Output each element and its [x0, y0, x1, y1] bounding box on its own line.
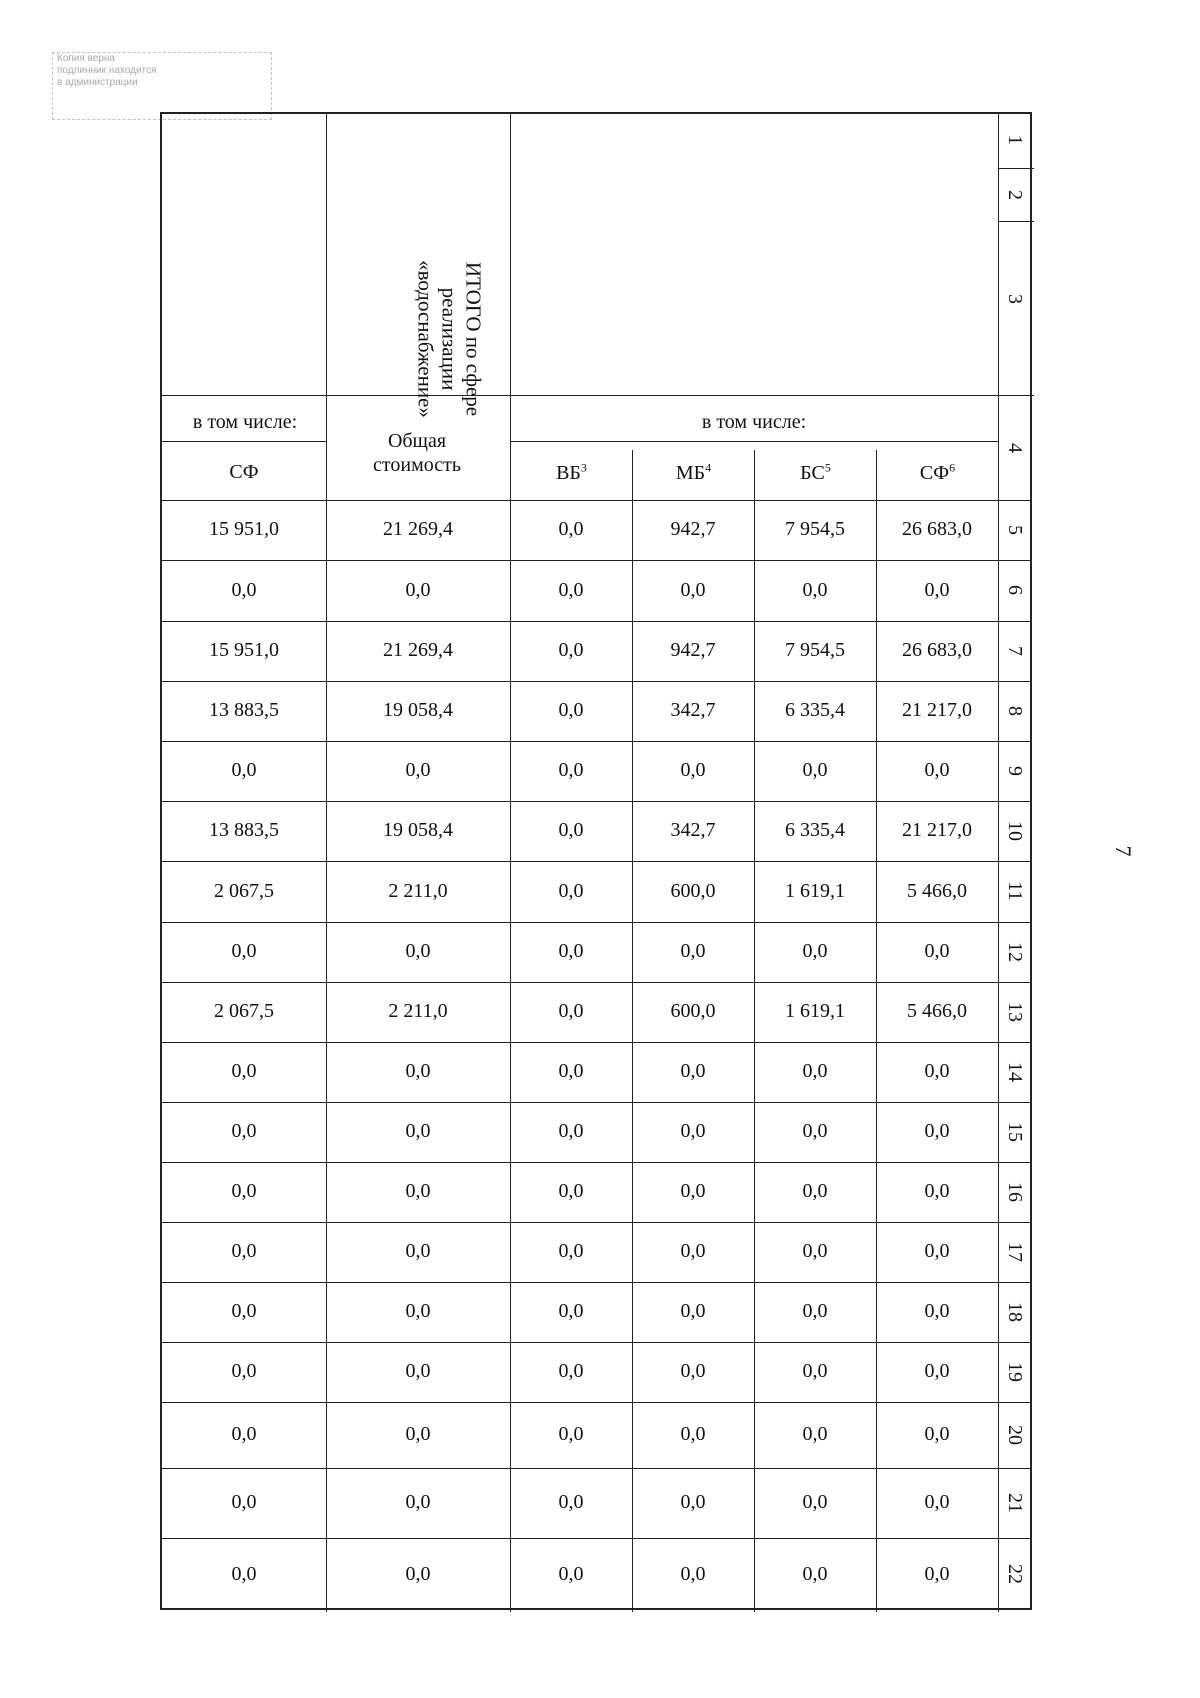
table-cell: 0,0: [558, 879, 584, 902]
header-divider: [162, 441, 326, 442]
table-cell: 0,0: [680, 1240, 706, 1262]
header-sf-six-label: СФ: [919, 462, 950, 484]
row-divider: [162, 621, 1032, 622]
table-cell: 342,7: [670, 819, 716, 841]
row-index: 19: [1004, 1362, 1027, 1382]
table-cell: 13 883,5: [209, 699, 279, 721]
table-cell: 19 058,4: [383, 699, 453, 721]
table-cell: 0,0: [924, 1423, 950, 1445]
header-sf-six: [877, 462, 998, 485]
table-cell: 0,0: [231, 578, 257, 601]
header-vb-sup: 3: [580, 460, 587, 475]
table-cell: 942,7: [670, 639, 716, 661]
row-index: 15: [1004, 1122, 1027, 1142]
table-cell: 0,0: [802, 1060, 828, 1082]
header-divider: [510, 441, 998, 442]
table-cell: 15 951,0: [209, 518, 279, 540]
table-cell: 0,0: [680, 1180, 706, 1202]
table-cell: 0,0: [680, 1120, 706, 1142]
table-cell: 0,0: [231, 1300, 257, 1322]
table-cell: 0,0: [558, 1300, 584, 1322]
table-cell: 0,0: [558, 1491, 584, 1513]
table-cell: 0,0: [680, 1491, 706, 1513]
stamp-line: подлинник находится: [57, 65, 157, 76]
header-sf-six-sup: 6: [949, 460, 956, 475]
table-cell: 26 683,0: [902, 639, 972, 661]
header-vb-label: ВБ: [556, 462, 581, 484]
table-cell: 0,0: [680, 578, 706, 601]
table-cell: 0,0: [558, 819, 584, 841]
table-cell: 0,0: [405, 1240, 431, 1262]
table-cell: 0,0: [558, 639, 584, 661]
row-index: 21: [1004, 1493, 1027, 1513]
table-cell: 2 211,0: [388, 879, 448, 902]
table-cell: 0,0: [405, 759, 431, 781]
row-index: 18: [1004, 1302, 1027, 1322]
header-vb: [511, 462, 632, 485]
table-cell: 0,0: [231, 1491, 257, 1513]
table-cell: 0,0: [802, 1360, 828, 1382]
table-cell: 0,0: [231, 759, 257, 781]
table-cell: 0,0: [924, 1240, 950, 1262]
table-cell: 0,0: [405, 1491, 431, 1513]
table-cell: 21 217,0: [902, 699, 972, 721]
table-cell: 0,0: [802, 1120, 828, 1142]
table-cell: 6 335,4: [785, 699, 845, 721]
table-cell: 0,0: [231, 1240, 257, 1262]
table-cell: 0,0: [924, 1360, 950, 1382]
table-cell: 0,0: [680, 1300, 706, 1322]
table-cell: 19 058,4: [383, 819, 453, 841]
header-sf: СФ: [229, 461, 259, 483]
header-divider: [162, 395, 998, 396]
row-divider: [162, 560, 1032, 561]
row-divider: [162, 1162, 1032, 1163]
col-divider: [326, 114, 327, 1612]
row-index: 20: [1004, 1425, 1027, 1445]
table-cell: 0,0: [924, 1060, 950, 1082]
table-cell: 15 951,0: [209, 639, 279, 661]
table-cell: 0,0: [680, 1563, 706, 1585]
header-bs-sup: 5: [824, 460, 831, 475]
row-divider: [162, 1282, 1032, 1283]
table-cell: 0,0: [558, 1423, 584, 1445]
table-cell: 6 335,4: [785, 819, 845, 841]
rotated-title: ИТОГО по сфере реализации «водоснабжение»: [413, 260, 486, 418]
table-cell: 0,0: [924, 940, 950, 962]
table-cell: 0,0: [405, 1060, 431, 1082]
table-cell: 21 269,4: [383, 518, 453, 540]
row-index: 13: [1004, 1002, 1027, 1022]
table-cell: 0,0: [924, 1563, 950, 1585]
table-cell: 0,0: [802, 1491, 828, 1513]
row-divider: [162, 681, 1032, 682]
table-cell: 0,0: [405, 1360, 431, 1382]
row-index: 2: [1004, 190, 1027, 200]
row-divider: [162, 1468, 1032, 1469]
table-cell: 0,0: [558, 1360, 584, 1382]
row-divider: [162, 1402, 1032, 1403]
table-cell: 0,0: [405, 940, 431, 962]
table-cell: 7 954,5: [785, 518, 845, 540]
table-cell: 0,0: [802, 1180, 828, 1202]
table-cell: 342,7: [670, 699, 716, 721]
row-divider: [162, 1042, 1032, 1043]
row-index: 17: [1004, 1242, 1027, 1262]
table-cell: 0,0: [231, 1360, 257, 1382]
table-cell: 2 211,0: [388, 1000, 448, 1022]
row-index: 7: [1004, 646, 1027, 656]
row-divider: [162, 1538, 1032, 1539]
header-mb-label: МБ: [675, 462, 706, 484]
table-cell: 21 269,4: [383, 639, 453, 661]
table-cell: 0,0: [558, 1563, 584, 1585]
table-cell: 0,0: [558, 1240, 584, 1262]
table-cell: 0,0: [231, 1180, 257, 1202]
table-cell: 0,0: [680, 1360, 706, 1382]
header-bs: [755, 462, 876, 485]
page-number: 7: [1111, 845, 1136, 857]
table-cell: 0,0: [802, 1240, 828, 1262]
row-index: 3: [1004, 294, 1027, 304]
table-cell: 0,0: [680, 1423, 706, 1445]
table-cell: 0,0: [802, 1300, 828, 1322]
stamp-line: Копия верна: [57, 53, 115, 64]
row-divider: [162, 1342, 1032, 1343]
table-cell: 0,0: [405, 1563, 431, 1585]
header-mb: [633, 462, 754, 485]
table-cell: 1 619,1: [785, 879, 845, 902]
row-divider: [162, 801, 1032, 802]
table-cell: 0,0: [802, 578, 828, 601]
table-cell: 0,0: [405, 1120, 431, 1142]
table-cell: 0,0: [680, 940, 706, 962]
table-cell: 0,0: [558, 578, 584, 601]
header-mb-sup: 4: [705, 460, 712, 475]
table-cell: 600,0: [670, 1000, 716, 1022]
table-cell: 0,0: [558, 518, 584, 540]
table-cell: 0,0: [405, 578, 431, 601]
table-cell: 0,0: [558, 759, 584, 781]
table-cell: 0,0: [924, 759, 950, 781]
table-cell: 0,0: [405, 1300, 431, 1322]
table-cell: 0,0: [558, 699, 584, 721]
row-divider: [162, 922, 1032, 923]
table-cell: 2 067,5: [214, 879, 274, 902]
row-divider: [162, 1102, 1032, 1103]
row-index: 12: [1004, 942, 1027, 962]
row-index: 1: [1004, 135, 1027, 145]
row-index: 9: [1004, 766, 1027, 776]
table-cell: 0,0: [231, 1060, 257, 1082]
header-bs-label: БС: [800, 462, 825, 484]
row-index: 22: [1004, 1564, 1027, 1584]
table-cell: 0,0: [558, 1120, 584, 1142]
index-divider-line: [998, 395, 1034, 396]
table-cell: 0,0: [558, 940, 584, 962]
table-cell: 0,0: [924, 1491, 950, 1513]
table-cell: 0,0: [802, 759, 828, 781]
row-divider: [162, 1222, 1032, 1223]
table-cell: 942,7: [670, 518, 716, 540]
table-cell: 0,0: [924, 1180, 950, 1202]
table-cell: 5 466,0: [907, 879, 967, 902]
table-cell: 0,0: [231, 1563, 257, 1585]
row-divider: [162, 500, 1032, 501]
table-cell: 13 883,5: [209, 819, 279, 841]
table-cell: 0,0: [558, 1000, 584, 1022]
approval-stamp: [52, 52, 272, 120]
table-cell: 0,0: [558, 1060, 584, 1082]
row-index: 16: [1004, 1182, 1027, 1202]
index-divider-line: [998, 221, 1034, 222]
table-cell: 0,0: [680, 1060, 706, 1082]
table-cell: 0,0: [405, 1180, 431, 1202]
table-cell: 0,0: [924, 1120, 950, 1142]
finance-table: [160, 112, 1032, 1610]
table-cell: 21 217,0: [902, 819, 972, 841]
row-divider: [162, 861, 1032, 862]
table-cell: 600,0: [670, 879, 716, 902]
row-index: 5: [1004, 525, 1027, 535]
row-index: 11: [1004, 881, 1027, 901]
table-cell: 26 683,0: [902, 518, 972, 540]
in-number-right: в том числе:: [701, 411, 807, 433]
total-cost-header: Общая стоимость: [373, 430, 461, 476]
table-cell: 0,0: [405, 1423, 431, 1445]
row-index: 14: [1004, 1062, 1027, 1082]
table-cell: 0,0: [802, 1563, 828, 1585]
row-index: 8: [1004, 706, 1027, 716]
table-cell: 0,0: [802, 1423, 828, 1445]
table-cell: 2 067,5: [214, 1000, 274, 1022]
row-index: 10: [1004, 821, 1027, 841]
table-cell: 0,0: [558, 1180, 584, 1202]
table-cell: 5 466,0: [907, 1000, 967, 1022]
table-cell: 0,0: [231, 940, 257, 962]
table-cell: 1 619,1: [785, 1000, 845, 1022]
table-cell: 0,0: [231, 1423, 257, 1445]
stamp-line: в администрации: [57, 77, 138, 88]
row-divider: [162, 741, 1032, 742]
table-cell: 7 954,5: [785, 639, 845, 661]
table-cell: 0,0: [231, 1120, 257, 1142]
row-index: 4: [1004, 443, 1027, 453]
in-number-left: в том числе:: [192, 411, 298, 433]
table-cell: 0,0: [680, 759, 706, 781]
index-divider-line: [998, 168, 1034, 169]
row-divider: [162, 982, 1032, 983]
table-cell: 0,0: [924, 578, 950, 601]
table-cell: 0,0: [802, 940, 828, 962]
table-cell: 0,0: [924, 1300, 950, 1322]
row-index: 6: [1004, 585, 1027, 595]
